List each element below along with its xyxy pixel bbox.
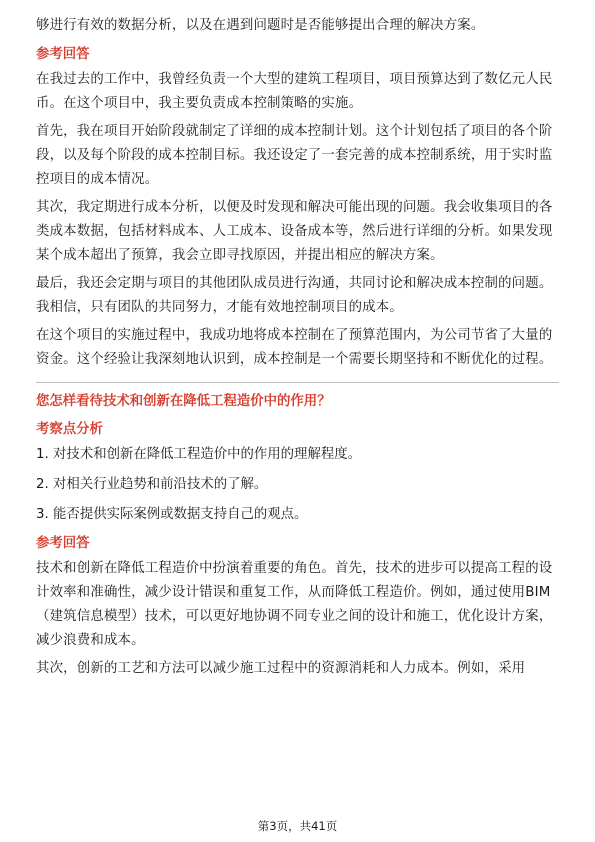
answer-paragraph: 其次，我定期进行成本分析，以便及时发现和解决可能出现的问题。我会收集项目的各类成本数据，包括材料成本、人工成本、设备成本等，然后进行详细的分析。如果发现某个成本超出了预算，我会立即寻找原因，并提出相应的解决方案。 [36,200,553,263]
reference-answer-heading: 参考回答 [36,47,90,62]
answer-paragraph: 首先，我在项目开始阶段就制定了详细的成本控制计划。这个计划包括了项目的各个阶段，以及每个阶段的成本控制目标。我还设定了一套完善的成本控制系统，用于实时监控项目的成本情况。 [36,124,553,187]
answer-paragraph: 在我过去的工作中，我曾经负责一个大型的建筑工程项目，项目预算达到了数亿元人民币。在这个项目中，我主要负责成本控制策略的实施。 [36,72,553,111]
answer-paragraph: 最后，我还会定期与项目的其他团队成员进行沟通，共同讨论和解决成本控制的问题。我相信，只有团队的共同努力，才能有效地控制项目的成本。 [36,276,553,315]
page-number: 第3页，共41页 [257,819,338,833]
top-paragraph: 够进行有效的数据分析，以及在遇到问题时是否能够提出合理的解决方案。 [36,18,485,33]
section-divider [36,382,559,383]
answer-paragraph: 其次，创新的工艺和方法可以减少施工过程中的资源消耗和人力成本。例如，采用 [36,661,526,676]
reference-answer-heading: 参考回答 [36,536,90,551]
question-title: 您怎样看待技术和创新在降低工程造价中的作用？ [36,394,331,409]
answer-paragraph: 技术和创新在降低工程造价中扮演着重要的角色。首先，技术的进步可以提高工程的设计效率和准确性，减少设计错误和重复工作，从而降低工程造价。例如，通过使用BIM（建筑信息模型）技术，可以更好地协调不同专业之间的设计和施工，优化设计方案，减少浪费和成本。 [36,561,553,648]
analysis-item: 3. 能否提供实际案例或数据支持自己的观点。 [36,507,308,522]
analysis-heading: 考察点分析 [36,422,103,437]
answer-paragraph: 在这个项目的实施过程中，我成功地将成本控制在了预算范围内，为公司节省了大量的资金。这个经验让我深刻地认识到，成本控制是一个需要长期坚持和不断优化的过程。 [36,328,553,367]
document-body [36,14,559,685]
analysis-item: 2. 对相关行业趋势和前沿技术的了解。 [36,477,268,492]
analysis-item: 1. 对技术和创新在降低工程造价中的作用的理解程度。 [36,447,362,462]
